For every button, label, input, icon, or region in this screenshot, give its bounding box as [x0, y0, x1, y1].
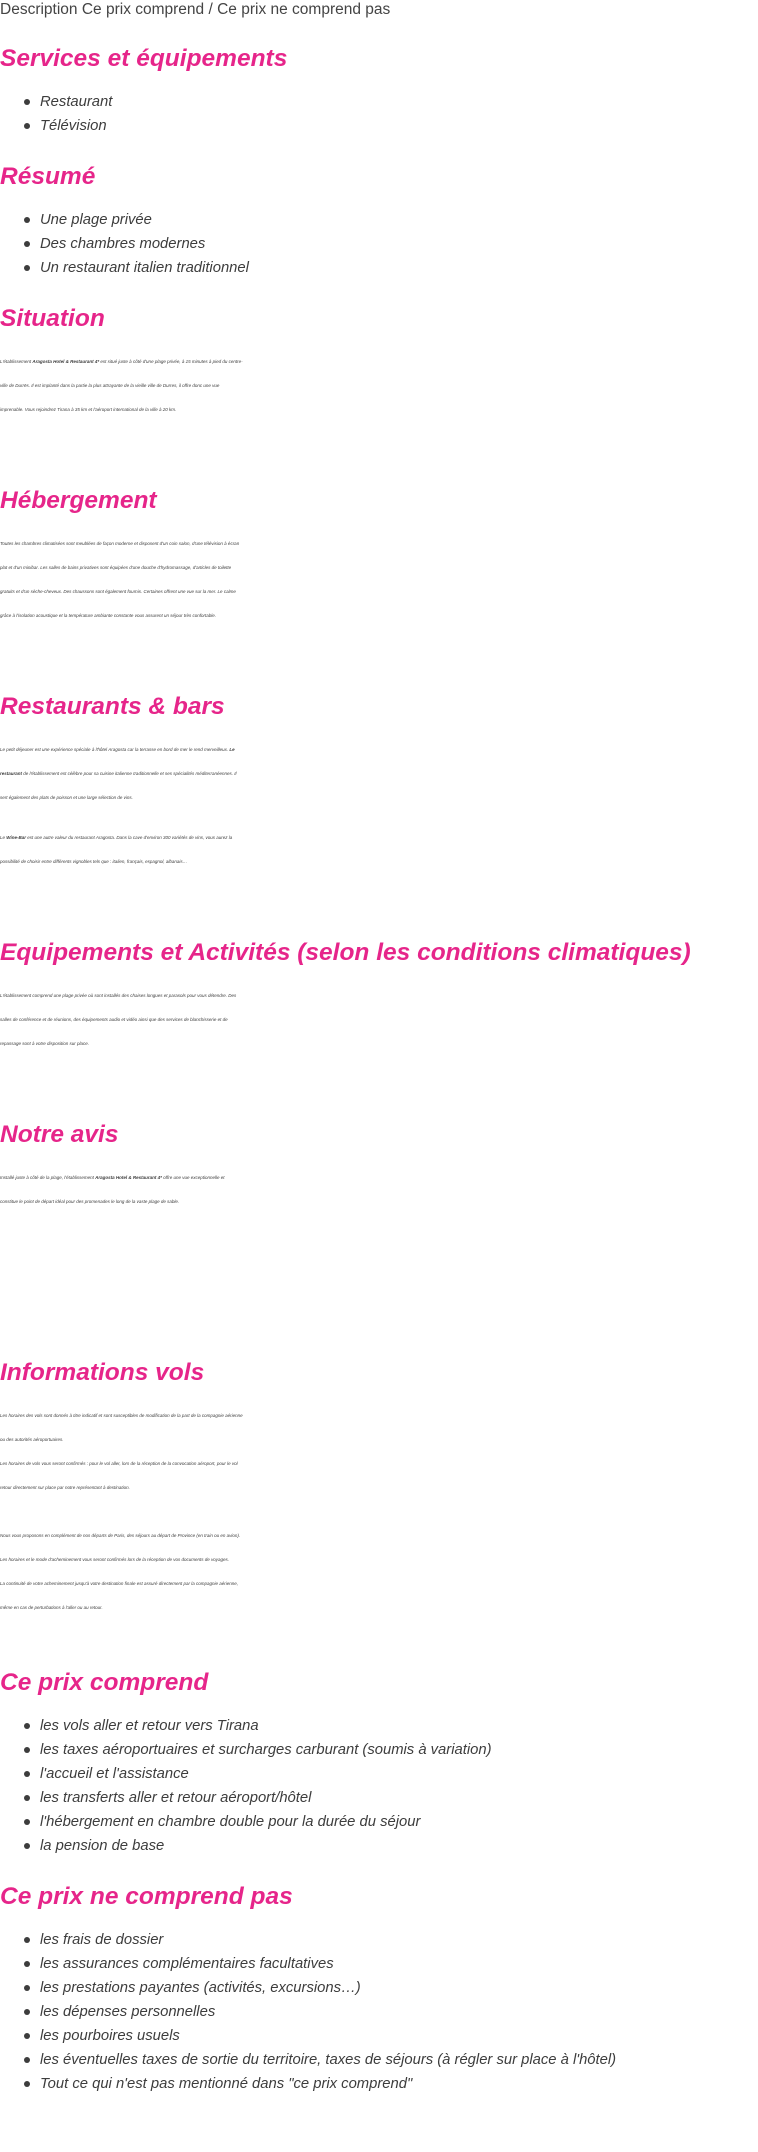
list-item: Des chambres modernes	[0, 232, 249, 256]
list-item: Restaurant	[0, 90, 112, 114]
ne-comprend-list	[0, 1928, 616, 2096]
list-item: les assurances complémentaires facultatives	[0, 1952, 616, 1976]
restaurants-text-1: Le petit déjeuner est une expérience spéciale à l'hôtel Aragosta car la terrasse en bord de mer le rend merveilleux. Le restaurant de l'établissement est célèbre pour sa cuisine italienne traditionnelle et ses spécialités méditerranéennes. Il sert également des plats de poisson et une large sélection de vins.	[0, 747, 237, 800]
vols-title: Informations vols	[0, 1359, 205, 1386]
resume-list	[0, 208, 249, 280]
list-item: Télévision	[0, 114, 112, 138]
list-item: les éventuelles taxes de sortie du territoire, taxes de séjours (à régler sur place à l'hôtel)	[0, 2048, 616, 2072]
avis-title: Notre avis	[0, 1121, 119, 1148]
comprend-title: Ce prix comprend	[0, 1669, 209, 1696]
restaurants-text-2: Le Wine-Bar est une autre valeur du restaurant Aragosta. Dans la cave d'environ 300 variétés de vins, vous aurez la possibilité de choisir entre différents vignobles tels que : italien, français, espagnol, albanais…	[0, 835, 233, 864]
list-item: Un restaurant italien traditionnel	[0, 256, 249, 280]
list-item: les frais de dossier	[0, 1928, 616, 1952]
hotel-name: Aragosta Hotel & Restaurant 4*	[32, 359, 100, 364]
tab-ce-prix-comprend[interactable]: Ce prix comprend	[81, 1, 205, 18]
hebergement-text: Toutes les chambres climatisées sont meublées de façon moderne et disposent d'un coin salon, d'une télévision à écran plat et d'un minibar. Les salles de bains privatives sont équipées d'une douche d'hydromassage, d'articles de toilette gratuits et d'un sèche-cheveux. Des chaussons sont également fournis. Certaines offrent une vue sur la mer. Le calme grâce à l'isolation acoustique et la température ambiante constante vous assurent un séjour très confortable.	[0, 541, 240, 618]
comprend-list	[0, 1714, 492, 1858]
list-item: Une plage privée	[0, 208, 249, 232]
list-item: les dépenses personnelles	[0, 2000, 616, 2024]
situation-title: Situation	[0, 305, 105, 332]
tab-bar	[0, 0, 390, 20]
list-item: Tout ce qui n'est pas mentionné dans "ce prix comprend"	[0, 2072, 616, 2096]
equipements-title: Equipements et Activités (selon les conditions climatiques)	[0, 939, 691, 966]
services-list	[0, 90, 112, 138]
list-item: les prestations payantes (activités, excursions…)	[0, 1976, 616, 2000]
ne-comprend-title: Ce prix ne comprend pas	[0, 1883, 293, 1910]
tab-ce-prix-ne-comprend-pas[interactable]: Ce prix ne comprend pas	[217, 1, 391, 18]
tab-separator: /	[208, 1, 213, 18]
list-item: les pourboires usuels	[0, 2024, 616, 2048]
list-item: l'hébergement en chambre double pour la durée du séjour	[0, 1810, 492, 1834]
avis-text: Installé juste à côté de la plage, l'établissement Aragosta Hotel & Restaurant 4* offre une vue exceptionnelle et constitue le point de départ idéal pour des promenades le long de la vaste plage de sable.	[0, 1175, 225, 1204]
restaurants-title: Restaurants & bars	[0, 693, 225, 720]
tab-description[interactable]: Description	[0, 1, 78, 18]
list-item: les taxes aéroportuaires et surcharges carburant (soumis à variation)	[0, 1738, 492, 1762]
services-title: Services et équipements	[0, 45, 288, 72]
list-item: l'accueil et l'assistance	[0, 1762, 492, 1786]
vols-text-1: Les horaires des vols sont donnés à titre indicatif et sont susceptibles de modification de la part de la compagnie aérienne ou des autorités aéroportuaires. Les horaires de vols vous seront confirmés : pour le vol aller, lors de la réception de la convocation aéroport, pour le vol retour directement sur place par notre représentant à destination.	[0, 1413, 243, 1490]
hebergement-title: Hébergement	[0, 487, 157, 514]
equipements-text: L'établissement comprend une plage privée où sont installés des chaises longues et parasols pour vous détendre. Des salles de conférence et de réunions, des équipements audio et vidéo ainsi que des services de blanchisserie et de repassage sont à votre disposition sur place.	[0, 993, 237, 1046]
vols-text-2: Nous vous proposons en complément de nos départs de Paris, des séjours au départ de Province (en train ou en avion). Les horaires et le mode d'acheminement vous seront confirmés lors de la réception de vos documents de voyages. La continuité de votre acheminement jusqu'à votre destination finale est assuré directement par la compagnie aérienne, même en cas de perturbations à l'aller ou au retour.	[0, 1533, 241, 1610]
situation-text: L'établissement Aragosta Hotel & Restaurant 4* est situé juste à côté d'une plage privée, à 15 minutes à pied du centre- ville de Durrës. Il est implanté dans la partie la plus attrayante de la vieille ville de Durres, il offre donc une vue imprenable. Vous rejoindrez Tirana à 35 km et l'aéroport international de la ville à 20 km.	[0, 359, 243, 412]
resume-title: Résumé	[0, 163, 96, 190]
list-item: la pension de base	[0, 1834, 492, 1858]
list-item: les vols aller et retour vers Tirana	[0, 1714, 492, 1738]
list-item: les transferts aller et retour aéroport/hôtel	[0, 1786, 492, 1810]
